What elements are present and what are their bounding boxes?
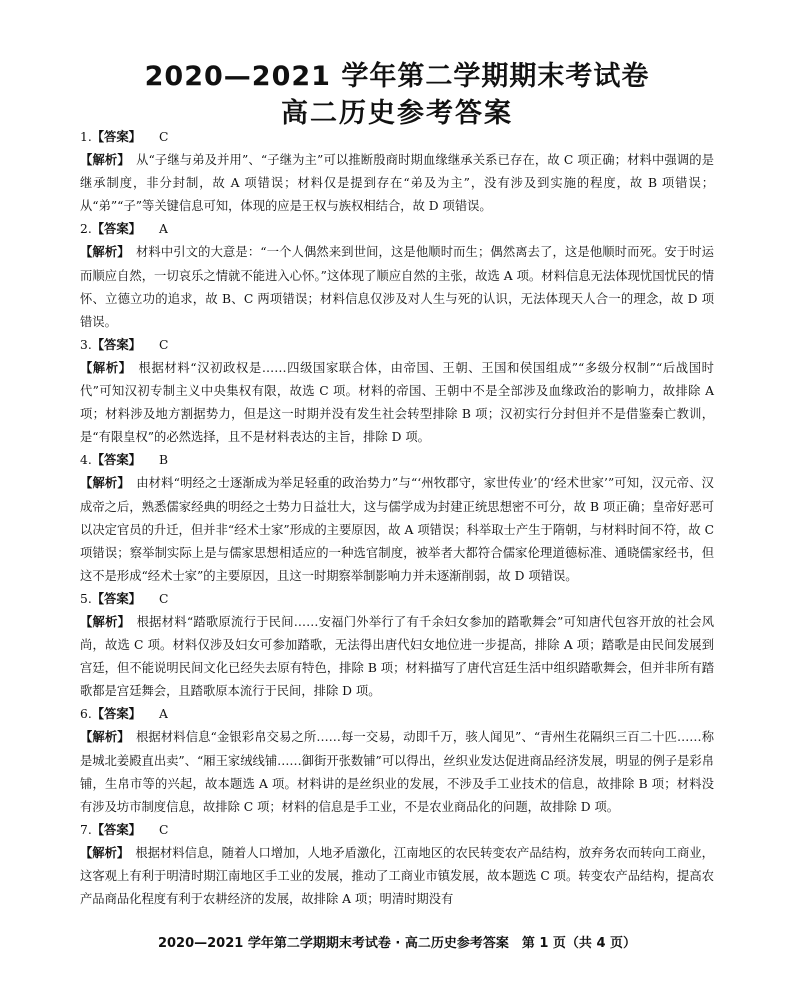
answer-value: B: [158, 453, 168, 468]
question-number: 5.: [80, 591, 92, 606]
question-item-1: [80, 126, 714, 218]
answer-label: 【答案】: [91, 822, 141, 837]
analysis-label: 【解析】: [80, 360, 126, 375]
answer-value: A: [158, 707, 168, 722]
question-number: 3.: [80, 337, 92, 352]
exam-title: 2020—2021 学年第二学期期末考试卷: [144, 61, 650, 92]
page-footer: 2020—2021 学年第二学期期末考试卷 · 高二历史参考答案 第 1 页（共 4 页）: [157, 936, 637, 951]
question-number: 6.: [80, 707, 92, 722]
analysis-text: 从“子继与弟及并用”、“子继为主”可以推断殷商时期血缘继承关系已存在，故 C 项正确；材料中强调的是继承制度，非分封制，故 A 项错误；材料仅是提到存在“弟及为主”，没有涉及到实施的程度，故 B 项错误；从“弟”“子”等关键信息可知，体现的应是王权与族权相结合，故 D 项错误。: [80, 153, 714, 214]
question-number: 7.: [80, 822, 92, 837]
answer-key-subtitle: 高二历史参考答案: [281, 98, 513, 129]
answer-label: 【答案】: [91, 453, 141, 468]
analysis-label: 【解析】: [80, 730, 124, 745]
answer-value: C: [158, 337, 169, 352]
analysis-text: 根据材料“踏歌原流行于民间……安福门外举行了有千余妇女参加的踏歌舞会”可知唐代包容开放的社会风尚，故选 C 项。材料仅涉及妇女可参加踏歌，无法得出唐代妇女地位进一步提高，排除 A 项；踏歌是由民间发展到宫廷，但不能说明民间文化已经失去原有特色，排除 B 项；材料描写了唐代宫廷生活中组织踏歌舞会，但并非所有踏歌都是宫廷舞会，且踏歌原本流行于民间，排除 D 项。: [80, 614, 714, 699]
analysis-text: 材料中引文的大意是：“一个人偶然来到世间，这是他顺时而生；偶然离去了，这是他顺时而死。安于时运而顺应自然，一切哀乐之情就不能进入心怀。”这体现了顺应自然的主张，故选 A 项。材料信息无法体现忧国忧民的情怀、立德立功的追求，故 B、C 两项错误；材料信息仅涉及对人生与死的认识，无法体现天人合一的理念，故 D 项错误。: [80, 245, 714, 329]
answer-value: A: [158, 222, 168, 237]
answer-value: C: [158, 822, 169, 837]
question-item-7: [80, 819, 714, 911]
question-item-6: [80, 703, 714, 818]
analysis-label: 【解析】: [80, 245, 124, 260]
answer-label: 【答案】: [91, 707, 141, 722]
analysis-label: 【解析】: [80, 153, 124, 168]
analysis-label: 【解析】: [80, 476, 124, 491]
question-item-4: [80, 449, 714, 588]
answer-value: C: [158, 130, 169, 144]
analysis-label: 【解析】: [80, 614, 125, 629]
answers-list: [80, 126, 714, 911]
question-item-3: [80, 334, 714, 449]
answer-label: 【答案】: [91, 591, 141, 606]
analysis-label: 【解析】: [80, 845, 124, 860]
answer-label: 【答案】: [91, 337, 141, 352]
analysis-text: 由材料“明经之士逐渐成为举足轻重的政治势力”与“‘州牧郡守，家世传业’的‘经术世家’”可知，汉元帝、汉成帝之后，熟悉儒家经典的明经之士势力日益壮大，这与儒学成为封建正统思想密不可分，故 B 项正确；皇帝好恶可以决定官员的升迁，但并非“经术士家”形成的主要原因，故 A 项错误；科举取士产生于隋朝，与材料时间不符，故 C 项错误；察举制实际上是与儒家思想相适应的一种选官制度，被举者大都符合儒家伦理道德标准、通晓儒家经书，但这不是形成“经术士家”的主要原因，且这一时期察举制影响力并未逐渐削弱，故 D 项错误。: [80, 476, 714, 583]
answer-label: 【答案】: [91, 130, 141, 144]
question-number: 1.: [80, 130, 92, 144]
analysis-text: 根据材料信息，随着人口增加，人地矛盾激化，江南地区的农民转变农产品结构，放弃务农而转向工商业，这客观上有利于明清时期江南地区手工业的发展，推动了工商业市镇发展，故本题选 C 项。转变农产品结构，提高农产品商品化程度有利于农耕经济的发展，故排除 A 项；明清时期没有: [80, 845, 714, 907]
question-number: 4.: [80, 453, 92, 468]
answer-value: C: [158, 591, 169, 606]
question-number: 2.: [80, 222, 92, 237]
analysis-text: 根据材料信息“金银彩帛交易之所……每一交易，动即千万，骇人闻见”、“青州生花隔织三百二十匹……称是城北姜殿直出卖”、“厢王家绒线铺……御街开张数铺”可以得出，丝织业发达促进商品经济发展，明显的例子是彩帛铺，生帛市等的兴起，故本题选 A 项。材料讲的是丝织业的发展，不涉及手工业技术的信息，故排除 B 项；材料没有涉及坊市制度信息，故排除 C 项；材料的信息是手工业，不是农业商品化的问题，故排除 D 项。: [80, 730, 714, 814]
analysis-text: 根据材料“汉初政权是……四级国家联合体，由帝国、王朝、王国和侯国组成”“多级分权制”“后战国时代”可知汉初专制主义中央集权有限，故选 C 项。材料的帝国、王朝中不是全部涉及血缘政治的影响力，故排除 A 项；材料涉及地方割据势力，但是这一时期并没有发生社会转型排除 B 项；汉初实行分封但并不是借鉴秦亡教训，是“有限皇权”的必然选择，且不是材料表达的主旨，排除 D 项。: [80, 360, 714, 445]
question-item-5: [80, 588, 714, 703]
question-item-2: [80, 218, 714, 333]
answer-label: 【答案】: [91, 222, 141, 237]
